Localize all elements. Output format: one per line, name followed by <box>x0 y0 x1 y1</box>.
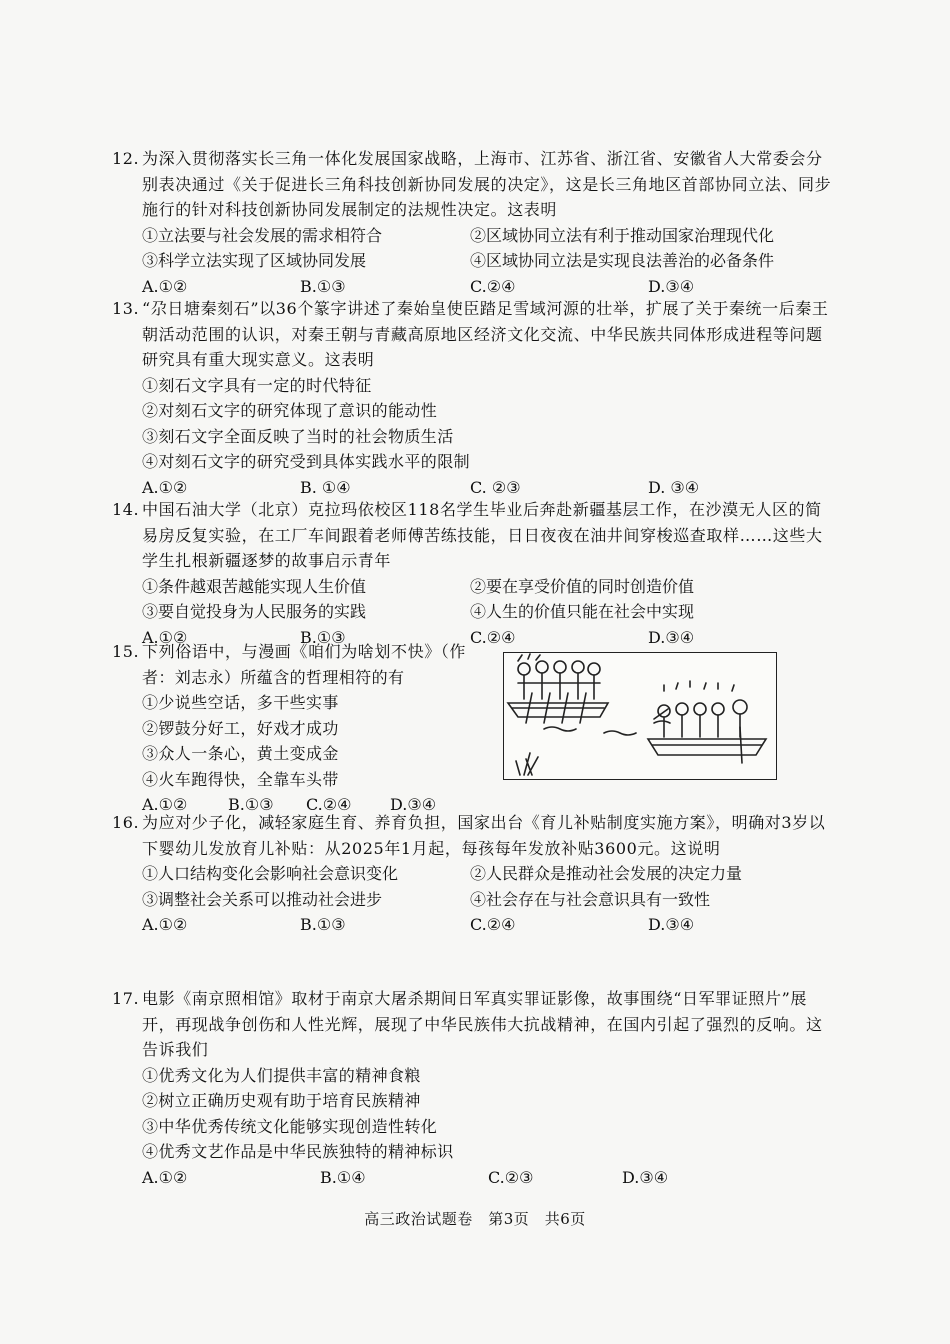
choice-c: C. ②③ <box>470 477 521 497</box>
option-3: ③众人一条心，黄土变成金 <box>142 744 339 763</box>
question-number: 17. <box>112 989 140 1008</box>
choice-d: D.③④ <box>648 627 695 647</box>
option-3: ③中华优秀传统文化能够实现创造性转化 <box>142 1116 438 1136</box>
choice-b: B.①③ <box>300 915 346 934</box>
question-number: 13. <box>112 299 140 318</box>
choice-d: D. ③④ <box>648 477 700 497</box>
choice-a: A.①② <box>142 477 188 497</box>
question-stem-line1: 下列俗语中，与漫画《咱们为啥划不快》（作 <box>142 642 467 661</box>
choice-b: B.①③ <box>300 276 346 296</box>
option-4: ④社会存在与社会意识具有一致性 <box>470 889 711 909</box>
choice-c: C.②③ <box>488 1167 534 1187</box>
choice-a: A.①② <box>142 1167 188 1187</box>
option-1: ①少说些空话，多干些实事 <box>142 693 339 712</box>
choice-a: A.①② <box>142 795 188 814</box>
option-4: ④区域协同立法是实现良法善治的必备条件 <box>470 251 775 270</box>
question-15 <box>112 639 492 818</box>
choice-c: C.②④ <box>470 915 516 934</box>
option-4: ④火车跑得快，全靠车头带 <box>142 769 339 789</box>
option-4: ④优秀文艺作品是中华民族独特的精神标识 <box>142 1142 454 1161</box>
cartoon-illustration <box>504 653 776 779</box>
option-2: ②锣鼓分好工，好戏才成功 <box>142 718 339 738</box>
option-2: ②要在享受价值的同时创造价值 <box>470 576 695 596</box>
choice-d: D.③④ <box>390 795 437 814</box>
choice-b: B.①④ <box>320 1167 366 1187</box>
question-stem-line2: 者：刘志永）所蕴含的哲理相符的有 <box>142 667 405 687</box>
question-12 <box>112 146 832 299</box>
choice-c: C.②④ <box>470 276 516 296</box>
option-1: ①人口结构变化会影响社会意识变化 <box>142 864 399 883</box>
option-2: ②对刻石文字的研究体现了意识的能动性 <box>142 401 438 420</box>
question-stem: “尕日塘秦刻石”以36个篆字讲述了秦始皇使臣踏足雪域河源的壮举，扩展了关于秦统一后秦王朝活动范围的认识，对秦王朝与青藏高原地区经济文化交流、中华民族共同体形成进程等问题研究具有重大现实意义。这表明 <box>142 299 829 369</box>
option-1: ①条件越艰苦越能实现人生价值 <box>142 576 367 596</box>
page-footer: 高三政治试题卷 第3页 共6页 <box>364 1210 586 1228</box>
option-4: ④对刻石文字的研究受到具体实践水平的限制 <box>142 452 471 471</box>
choice-b: B. ①④ <box>300 477 351 497</box>
choice-a: A.①② <box>142 915 188 934</box>
option-1: ①刻石文字具有一定的时代特征 <box>142 375 372 395</box>
option-2: ②树立正确历史观有助于培育民族精神 <box>142 1091 421 1110</box>
choice-d: D.③④ <box>648 276 695 296</box>
option-2: ②人民群众是推动社会发展的决定力量 <box>470 864 743 883</box>
question-number: 14. <box>112 500 140 519</box>
option-3: ③要自觉投身为人民服务的实践 <box>142 602 367 621</box>
option-3: ③刻石文字全面反映了当时的社会物质生活 <box>142 426 454 446</box>
option-2: ②区域协同立法有利于推动国家治理现代化 <box>470 225 775 245</box>
question-number: 16. <box>112 813 140 832</box>
option-4: ④人生的价值只能在社会中实现 <box>470 602 695 621</box>
choice-b: B.①③ <box>300 627 346 647</box>
choice-b: B.①③ <box>228 795 274 814</box>
question-stem: 中国石油大学（北京）克拉玛依校区118名学生毕业后奔赴新疆基层工作，在沙漠无人区的简易房反复实验，在工厂车间跟着老师傅苦练技能，日日夜夜在油井间穿梭巡查取样……这些大学生扎根新疆逐梦的故事启示青年 <box>142 500 823 570</box>
choice-d: D.③④ <box>648 915 695 934</box>
choice-d: D.③④ <box>622 1167 669 1187</box>
question-stem: 为应对少子化，减轻家庭生育、养育负担，国家出台《育儿补贴制度实施方案》，明确对3岁以下婴幼儿发放育儿补贴：从2025年1月起，每孩每年发放补贴3600元。这说明 <box>142 813 826 858</box>
question-13 <box>112 296 832 500</box>
question-stem: 为深入贯彻落实长三角一体化发展国家战略，上海市、江苏省、浙江省、安徽省人大常委会分别表决通过《关于促进长三角科技创新协同发展的决定》，这是长三角地区首部协同立法、同步施行的针对科技创新协同发展制定的法规性决定。这表明 <box>142 149 832 219</box>
question-17 <box>112 986 832 1190</box>
question-number: 15. <box>112 642 140 661</box>
question-16 <box>112 810 832 938</box>
option-3: ③调整社会关系可以推动社会进步 <box>142 889 383 909</box>
choice-c: C.②④ <box>306 795 352 814</box>
choice-c: C.②④ <box>470 627 516 647</box>
choice-a: A.①② <box>142 276 188 296</box>
question-stem: 电影《南京照相馆》取材于南京大屠杀期间日军真实罪证影像，故事围绕“日军罪证照片”展开，再现战争创伤和人性光辉，展现了中华民族伟大抗战精神，在国内引起了强烈的反响。这告诉我们 <box>142 989 823 1059</box>
option-3: ③科学立法实现了区域协同发展 <box>142 251 367 270</box>
option-1: ①优秀文化为人们提供丰富的精神食粮 <box>142 1065 421 1085</box>
question-number: 12. <box>112 149 140 168</box>
cartoon-rowing-boats <box>503 652 777 780</box>
choice-a: A.①② <box>142 627 188 647</box>
question-14 <box>112 497 832 650</box>
option-1: ①立法要与社会发展的需求相符合 <box>142 225 383 245</box>
